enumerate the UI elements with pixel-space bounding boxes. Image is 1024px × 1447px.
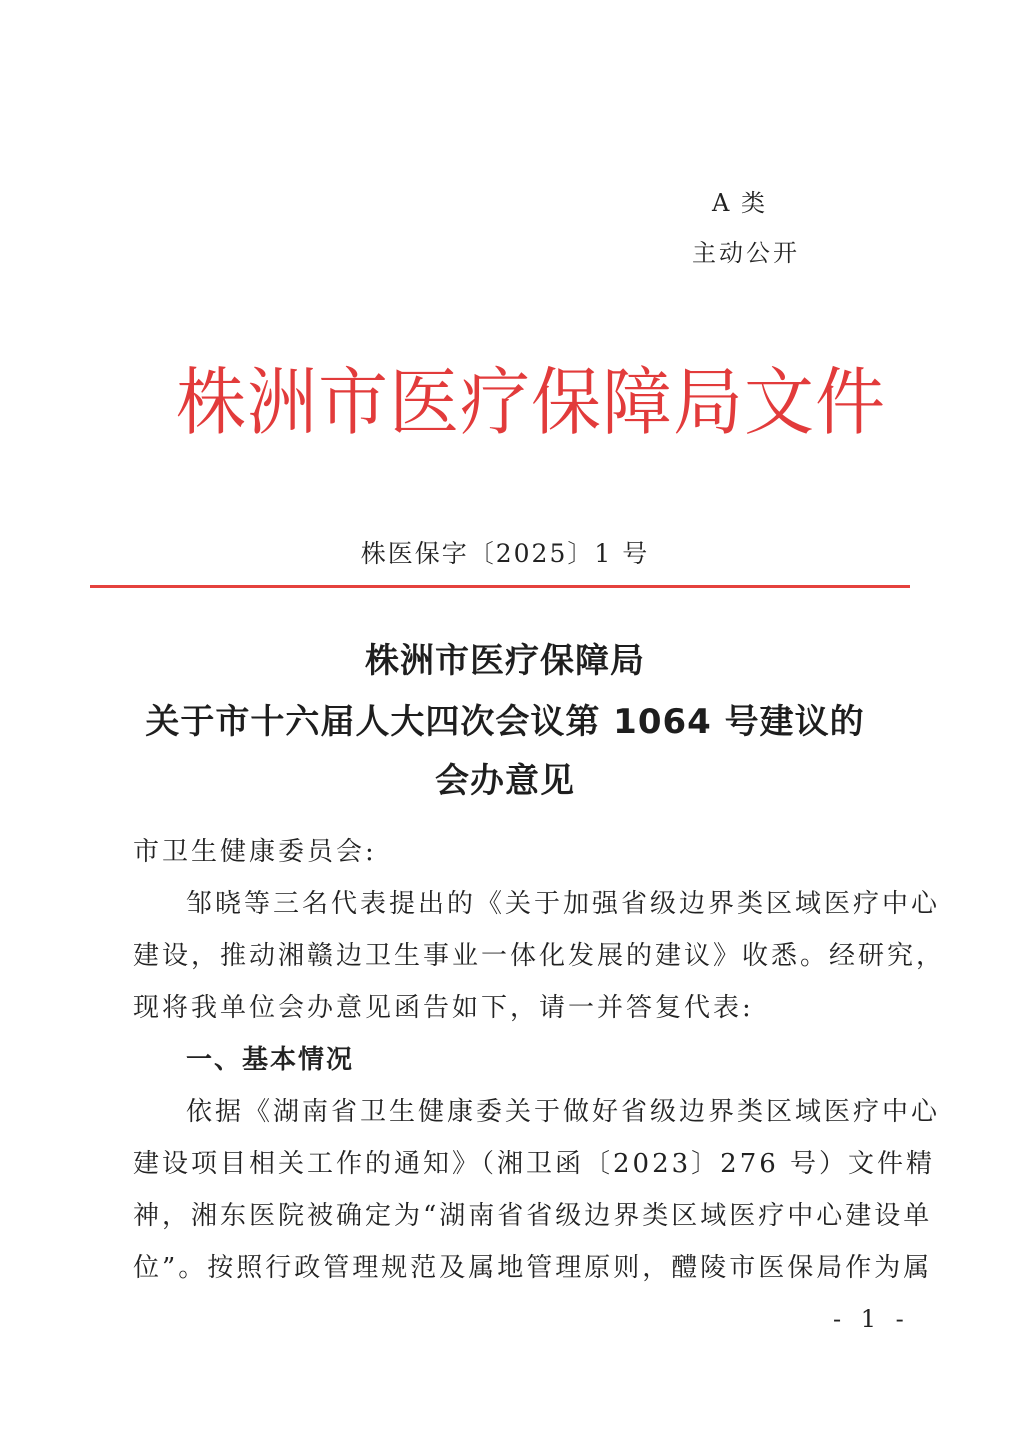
paragraph-2-line-1: 依据《湖南省卫生健康委关于做好省级边界类区域医疗中心 [186, 1097, 941, 1127]
document-masthead: 株洲市医疗保障局文件 [176, 359, 886, 446]
disclosure-label: 主动公开 [692, 239, 800, 267]
paragraph-2-line-4: 位”。按照行政管理规范及属地管理原则，醴陵市医保局作为属 [133, 1253, 933, 1283]
section-heading-basic-situation: 一、基本情况 [186, 1045, 355, 1075]
document-title-line-2: 关于市十六届人大四次会议第 1064 号建议的 [145, 702, 865, 742]
paragraph-1-line-3: 现将我单位会办意见函告如下，请一并答复代表: [133, 993, 754, 1023]
document-title-line-1: 株洲市医疗保障局 [365, 641, 645, 681]
red-divider-rule [90, 585, 910, 588]
paragraph-2-line-3: 神，湘东医院被确定为“湖南省省级边界类区域医疗中心建设单 [133, 1201, 933, 1231]
classification-label: A 类 [712, 189, 767, 217]
document-title-line-3: 会办意见 [435, 761, 575, 801]
paragraph-1-line-1: 邹晓等三名代表提出的《关于加强省级边界类区域医疗中心 [186, 889, 941, 919]
document-number: 株医保字〔2025〕1 号 [360, 539, 650, 568]
paragraph-1-line-2: 建设，推动湘赣边卫生事业一体化发展的建议》收悉。经研究， [133, 941, 946, 971]
page-number: - 1 - [833, 1305, 910, 1333]
paragraph-2-line-2: 建设项目相关工作的通知》（湘卫函〔2023〕276 号）文件精 [133, 1149, 936, 1179]
salutation: 市卫生健康委员会: [133, 837, 377, 867]
